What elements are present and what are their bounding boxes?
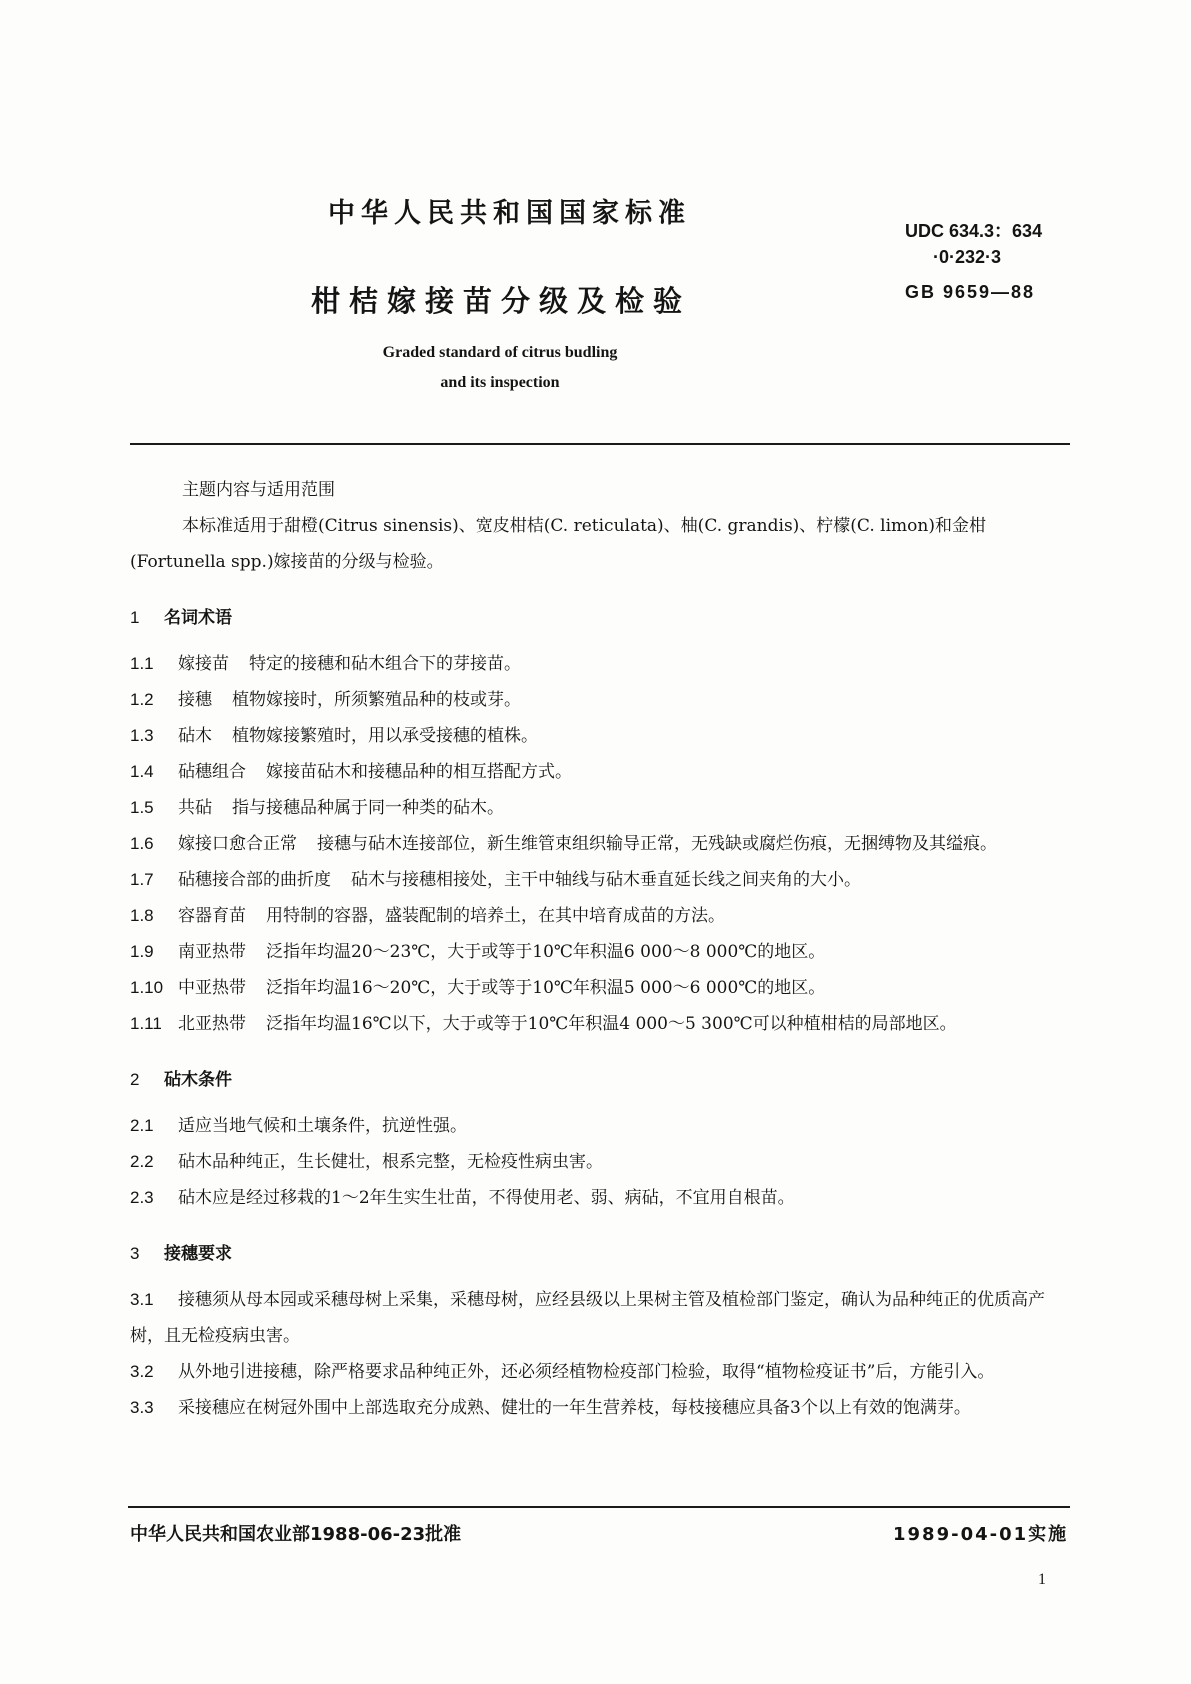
english-title-line-1: Graded standard of citrus budling (382, 344, 618, 361)
item-text: 植物嫁接繁殖时，用以承受接穗的植株。 (232, 726, 538, 746)
item-number: 2.2 (130, 1152, 154, 1171)
list-item (130, 1354, 1070, 1390)
item-number: 1.4 (130, 762, 154, 781)
item-number: 1.5 (130, 798, 154, 817)
item-number: 1.10 (130, 978, 164, 997)
list-item (130, 1180, 1070, 1216)
list-item (130, 970, 1070, 1006)
item-text: 采接穗应在树冠外围中上部选取充分成熟、健壮的一年生营养枝，每枝接穗应具备3个以上有效的饱满芽。 (178, 1398, 971, 1418)
item-text: 泛指年均温16℃以下，大于或等于10℃年积温4 000～5 300℃可以种植柑桔的局部地区。 (266, 1014, 957, 1034)
item-text: 指与接穗品种属于同一种类的砧木。 (232, 798, 504, 818)
item-text: 砧木与接穗相接处，主干中轴线与砧木垂直延长线之间夹角的大小。 (351, 870, 861, 890)
list-item (130, 898, 1070, 934)
item-text: 嫁接苗砧木和接穗品种的相互搭配方式。 (266, 762, 572, 782)
list-item (130, 1390, 1070, 1426)
item-number: 1.11 (130, 1014, 162, 1033)
item-text: 砧木应是经过移栽的1～2年生实生壮苗，不得使用老、弱、病砧，不宜用自根苗。 (178, 1188, 795, 1208)
list-item (130, 1144, 1070, 1180)
item-text: 特定的接穗和砧木组合下的芽接苗。 (249, 654, 521, 674)
item-text: 泛指年均温20～23℃，大于或等于10℃年积温6 000～8 000℃的地区。 (266, 942, 826, 962)
item-number: 2.3 (130, 1188, 154, 1207)
english-title (300, 338, 700, 398)
item-text: 植物嫁接时，所须繁殖品种的枝或芽。 (232, 690, 521, 710)
item-term: 嫁接苗 (178, 654, 229, 674)
item-number: 1.9 (130, 942, 154, 961)
item-text: 从外地引进接穗，除严格要求品种纯正外，还必须经植物检疫部门检验，取得“植物检疫证书”后，方能引入。 (178, 1362, 995, 1382)
section-number: 2 (130, 1070, 140, 1089)
scope-heading: 主题内容与适用范围 (182, 480, 335, 500)
list-item (130, 1282, 1070, 1354)
item-text: 泛指年均温16～20℃，大于或等于10℃年积温5 000～6 000℃的地区。 (266, 978, 826, 998)
item-term: 砧穗组合 (178, 762, 246, 782)
udc-code (905, 218, 1042, 270)
item-number: 3.2 (130, 1362, 154, 1381)
item-number: 1.7 (130, 870, 154, 889)
list-item (130, 1108, 1070, 1144)
list-item (130, 862, 1070, 898)
section-2-heading (130, 1062, 1070, 1098)
scope-text: 本标准适用于甜橙(Citrus sinensis)、宽皮柑桔(C. reticulata)、柚(C. grandis)、柠檬(C. limon)和金柑(Fortunella spp.)嫁接苗的分级与检验。 (130, 516, 986, 572)
top-divider (130, 443, 1070, 445)
item-number: 1.3 (130, 726, 154, 745)
section-title: 砧木条件 (164, 1070, 232, 1090)
item-term: 砧穗接合部的曲折度 (178, 870, 331, 890)
document-title: 柑桔嫁接苗分级及检验 (311, 284, 692, 318)
page-number: 1 (1038, 1571, 1046, 1588)
list-item (130, 1006, 1070, 1042)
item-term: 接穗 (178, 690, 212, 710)
item-term: 中亚热带 (178, 978, 246, 998)
list-item (130, 682, 1070, 718)
item-term: 南亚热带 (178, 942, 246, 962)
bottom-divider (128, 1506, 1070, 1508)
item-term: 嫁接口愈合正常 (178, 834, 297, 854)
document-body (130, 472, 1070, 1426)
item-text: 砧木品种纯正，生长健壮，根系完整，无检疫性病虫害。 (178, 1152, 603, 1172)
approval-line: 中华人民共和国农业部1988-06-23批准 (130, 1524, 462, 1545)
item-number: 3.1 (130, 1290, 154, 1309)
list-item (130, 826, 1070, 862)
item-term: 砧木 (178, 726, 212, 746)
item-text: 用特制的容器，盛装配制的培养土，在其中培育成苗的方法。 (266, 906, 725, 926)
section-3-heading (130, 1236, 1070, 1272)
item-term: 共砧 (178, 798, 212, 818)
udc-line-1: UDC 634.3：634 (905, 221, 1043, 241)
item-term: 北亚热带 (178, 1014, 246, 1034)
list-item (130, 790, 1070, 826)
section-number: 3 (130, 1244, 140, 1263)
item-text: 接穗与砧木连接部位，新生维管束组织输导正常，无残缺或腐烂伤痕，无捆缚物及其缢痕。 (317, 834, 997, 854)
list-item (130, 934, 1070, 970)
item-number: 1.8 (130, 906, 154, 925)
national-standard-heading: 中华人民共和国国家标准 (328, 198, 691, 229)
udc-line-2: ·0·232·3 (933, 247, 1002, 267)
item-number: 1.1 (130, 654, 154, 673)
gb-number: GB 9659—88 (905, 282, 1036, 302)
english-title-line-2: and its inspection (440, 374, 560, 391)
list-item (130, 646, 1070, 682)
section-title: 接穗要求 (164, 1244, 232, 1264)
item-number: 2.1 (130, 1116, 154, 1135)
item-number: 3.3 (130, 1398, 154, 1417)
section-title: 名词术语 (164, 608, 232, 628)
item-number: 1.2 (130, 690, 154, 709)
item-text: 适应当地气候和土壤条件，抗逆性强。 (178, 1116, 467, 1136)
list-item (130, 754, 1070, 790)
section-number: 1 (130, 608, 140, 627)
item-text: 接穗须从母本园或采穗母树上采集，采穗母树，应经县级以上果树主管及植检部门鉴定，确认为品种纯正的优质高产树，且无检疫病虫害。 (130, 1290, 1045, 1346)
item-term: 容器育苗 (178, 906, 246, 926)
list-item (130, 718, 1070, 754)
section-1-heading (130, 600, 1070, 636)
item-number: 1.6 (130, 834, 154, 853)
implementation-date: 1989-04-01实施 (893, 1524, 1069, 1545)
